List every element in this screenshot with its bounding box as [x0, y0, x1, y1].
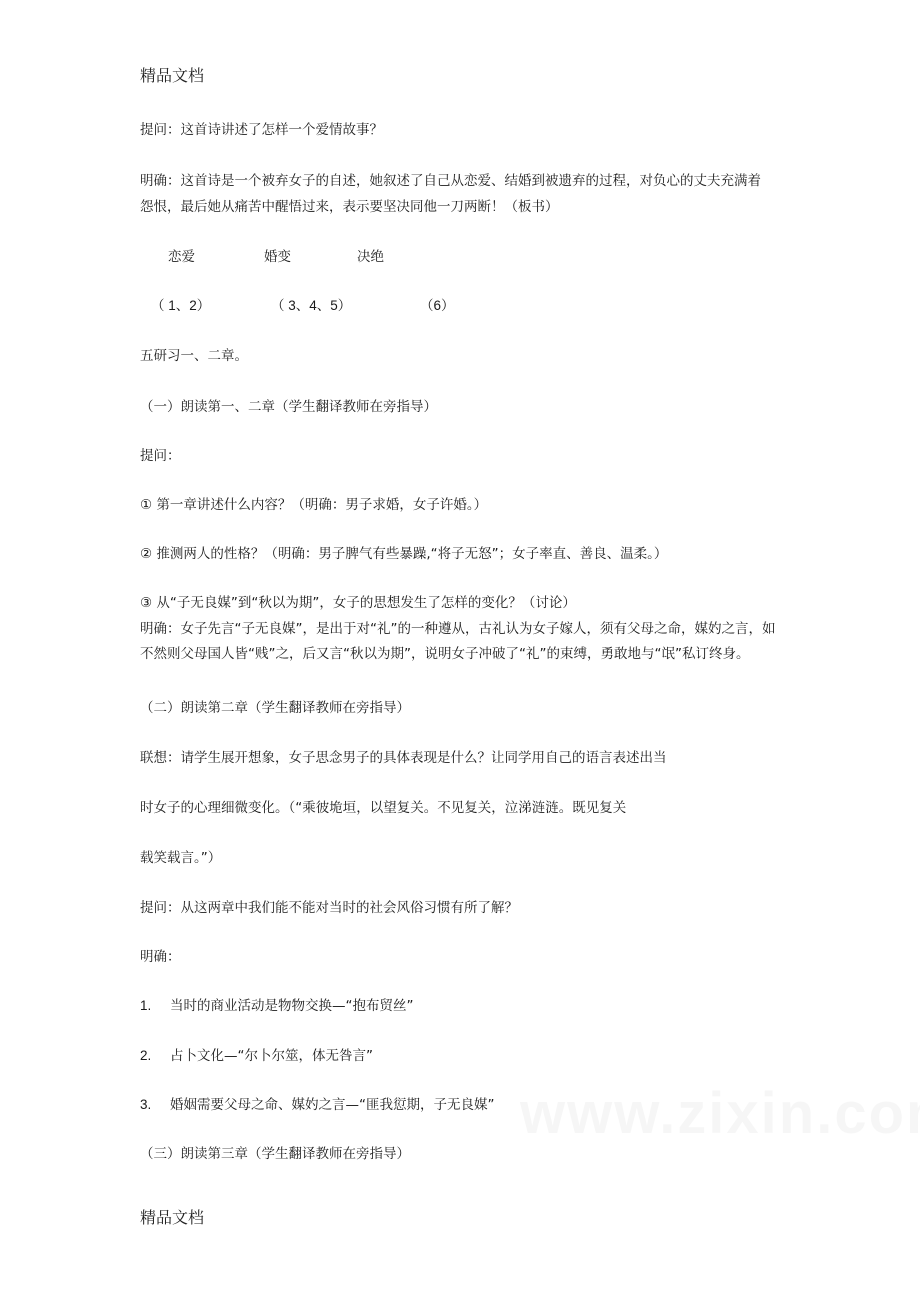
answer-transformation-line-1: 明确：女子先言“子无良媒”，是出于对“礼”的一种遵从，古礼认为女子嫁人，须有父母之命，媒妁之言，如: [140, 621, 776, 637]
question-customs: 提问：从这两章中我们能不能对当时的社会风俗习惯有所了解？: [140, 900, 518, 916]
question-label: 提问：: [140, 448, 181, 464]
list-item: [140, 995, 414, 1017]
page-footer: 精品文档: [140, 1208, 205, 1227]
question-story: 提问：这首诗讲述了怎样一个爱情故事？: [140, 122, 383, 138]
list-item-text: 婚姻需要父母之命、媒妁之言—“匪我愆期，子无良媒”: [170, 1097, 495, 1113]
list-item-text: 当时的商业活动是物物交换—“抱布贸丝”: [170, 998, 414, 1014]
stage-break: 决绝: [357, 249, 384, 265]
stage-chapter-2: （ 3、4、5）: [271, 298, 352, 313]
association-line-3: 载笑载言。”）: [140, 850, 222, 866]
answer-story: [140, 168, 792, 220]
list-item-number: 2.: [140, 1048, 152, 1063]
subsection-one: （一）朗读第一、二章（学生翻译教师在旁指导）: [140, 399, 437, 415]
answer-transformation: [140, 617, 792, 667]
question-item-2: ② 推测两人的性格？（明确：男子脾气有些暴躁,“将子无怒”；女子率直、善良、温柔。）: [140, 546, 668, 562]
section-five-heading: 五研习一、二章。: [140, 348, 248, 364]
stage-chapter-3: （6）: [420, 298, 455, 313]
answer-story-line-1: 明确：这首诗是一个被弃女子的自述，她叙述了自己从恋爱、结婚到被遗弃的过程，对负心的丈夫充满着: [140, 173, 761, 189]
page-header: 精品文档: [140, 66, 205, 85]
answer-story-line-2: 怨恨，最后她从痛苦中醒悟过来，表示要坚决同他一刀两断！（板书）: [140, 199, 559, 215]
question-item-1: ① 第一章讲述什么内容？（明确：男子求婚，女子许婚。）: [140, 497, 488, 513]
answer-label: 明确：: [140, 949, 181, 965]
list-item: [140, 1094, 495, 1116]
subsection-two: （二）朗读第二章（学生翻译教师在旁指导）: [140, 700, 410, 716]
subsection-three: （三）朗读第三章（学生翻译教师在旁指导）: [140, 1146, 410, 1162]
question-item-3: ③ 从“子无良媒”到“秋以为期”，女子的思想发生了怎样的变化？（讨论）: [140, 595, 576, 611]
stage-love: 恋爱: [168, 249, 195, 265]
list-item-text: 占卜文化—“尔卜尔筮，体无咎言”: [170, 1048, 373, 1064]
list-item-number: 1.: [140, 998, 152, 1013]
watermark: [520, 1080, 920, 1147]
association-line-2: 时女子的心理细微变化。（“乘彼垝垣，以望复关。不见复关，泣涕涟涟。既见复关: [140, 800, 627, 816]
stage-marriage-change: 婚变: [264, 249, 291, 265]
answer-transformation-line-2: 不然则父母国人皆“贱”之，后又言“秋以为期”，说明女子冲破了“礼”的束缚，勇敢地与“氓”私订终身。: [140, 646, 750, 662]
stage-chapter-1: （ 1、2）: [151, 298, 211, 313]
list-item-number: 3.: [140, 1097, 152, 1112]
list-item: [140, 1045, 373, 1067]
association-line-1: 联想：请学生展开想象，女子思念男子的具体表现是什么？让同学用自己的语言表述出当: [140, 750, 667, 766]
